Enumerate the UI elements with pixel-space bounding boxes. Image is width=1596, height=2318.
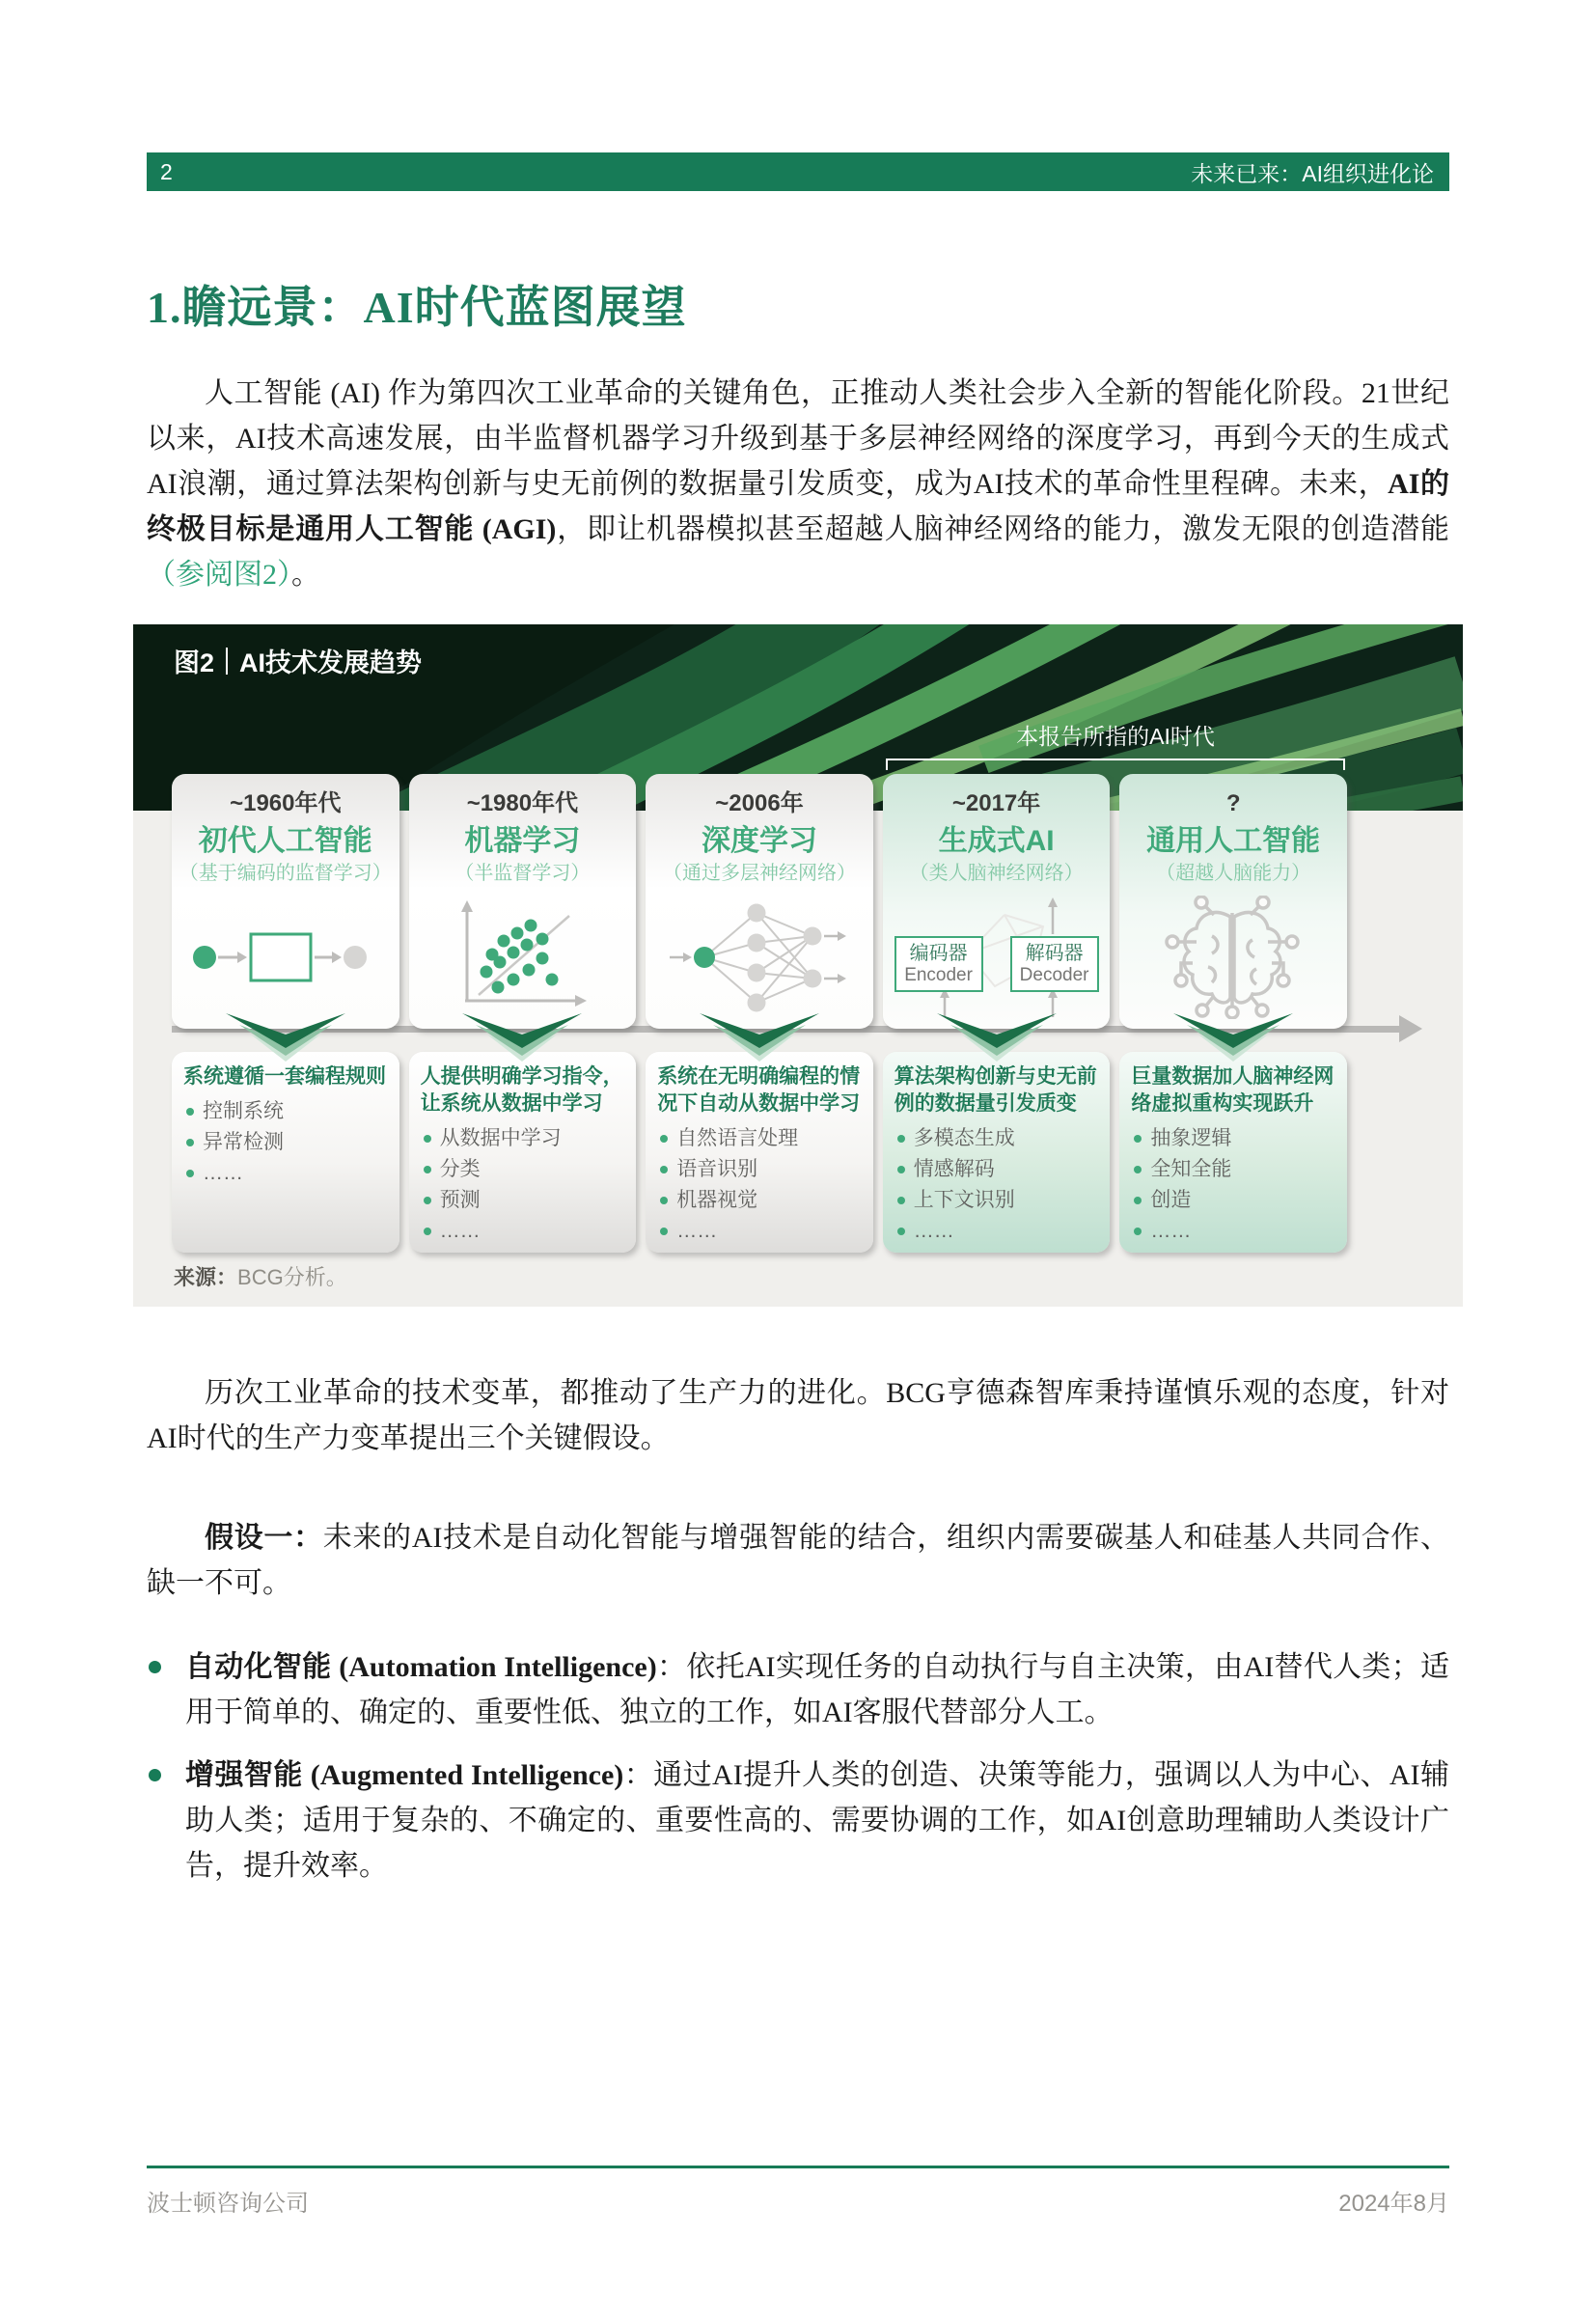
era-card-1980s-name: 机器学习 bbox=[464, 825, 581, 857]
ai-era-bracket bbox=[886, 759, 1345, 770]
era-card-agi-subtitle: （超越人脑能力） bbox=[1156, 863, 1311, 884]
era-card-1960s-name: 初代人工智能 bbox=[198, 825, 372, 857]
intro-text-1: 人工智能 (AI) 作为第四次工业革命的关键角色，正推动人类社会步入全新的智能化阶段。21世纪以来，AI技术高速发展，由半监督机器学习升级到基于多层神经网络的深度学习，再到今天的生成式AI浪潮，通过算法架构创新与史无前例的数据量引发质变，成为AI技术的革命性里程碑。未来， bbox=[147, 377, 1449, 500]
era-card-2017-name: 生成式AI bbox=[938, 825, 1055, 857]
era-card-2017-subtitle: （类人脑神经网络） bbox=[909, 863, 1084, 884]
scatter-plot-icon bbox=[450, 898, 594, 1016]
encoder-decoder-icon bbox=[891, 896, 1103, 1019]
era-card-2006 bbox=[646, 774, 873, 1253]
era-card-agi-top bbox=[1119, 774, 1347, 1029]
neural-network-icon bbox=[668, 899, 851, 1015]
intro-text-3: 。 bbox=[291, 559, 320, 591]
list-item: 创造 bbox=[1131, 1185, 1335, 1216]
augmented-intelligence-term: 增强智能 (Augmented Intelligence) bbox=[185, 1759, 624, 1791]
industrial-revolution-paragraph bbox=[147, 1370, 1449, 1461]
list-item: 情感解码 bbox=[894, 1154, 1099, 1185]
list-item: …… bbox=[1131, 1216, 1335, 1247]
encoder-label-en: Encoder bbox=[904, 965, 973, 985]
era-card-2017-description bbox=[883, 1052, 1111, 1253]
list-item: …… bbox=[894, 1216, 1099, 1247]
encoder-box bbox=[894, 936, 983, 992]
decoder-label-en: Decoder bbox=[1019, 965, 1089, 985]
era-card-2017-desc-title: 算法架构创新与史无前例的数据量引发质变 bbox=[894, 1065, 1097, 1115]
list-item: 控制系统 bbox=[183, 1096, 388, 1127]
hypothesis-one-paragraph bbox=[147, 1515, 1449, 1606]
era-card-2017-top bbox=[883, 774, 1111, 1029]
list-item: 多模态生成 bbox=[894, 1123, 1099, 1154]
automation-intelligence-text: ：依托AI实现任务的自动执行与自主决策，由AI替代人类；适用于简单的、确定的、重要性低、独立的工作，如AI客服代替部分人工。 bbox=[185, 1651, 1450, 1728]
decoder-box bbox=[1010, 936, 1099, 992]
page-header-bar bbox=[147, 152, 1449, 191]
list-item: …… bbox=[183, 1158, 388, 1189]
list-item: 预测 bbox=[421, 1185, 625, 1216]
era-cards-row bbox=[172, 774, 1347, 1253]
intro-bold-agi: AI的终极目标是通用人工智能 (AGI) bbox=[147, 468, 1450, 545]
era-card-agi-name: 通用人工智能 bbox=[1146, 825, 1321, 857]
figure2-reference-link[interactable]: （参阅图2） bbox=[147, 559, 291, 591]
list-item: 全知全能 bbox=[1131, 1154, 1335, 1185]
era-card-1960s-subtitle: （基于编码的监督学习） bbox=[179, 863, 392, 884]
page-number: 2 bbox=[160, 158, 173, 184]
era-card-1980s-subtitle: （半监督学习） bbox=[454, 863, 591, 884]
report-title: 未来已来：AI组织进化论 bbox=[1191, 160, 1434, 186]
chevron-down-icon bbox=[883, 1029, 1111, 1052]
footer-company: 波士顿咨询公司 bbox=[147, 2191, 309, 2217]
era-card-agi bbox=[1119, 774, 1347, 1253]
figure2-caption bbox=[174, 642, 422, 679]
augmented-intelligence-text: ：通过AI提升人类的创造、决策等能力，强调以人为中心、AI辅助人类；适用于复杂的、不确定的、重要性高的、需要协调的工作，如AI创意助理辅助人类设计广告，提升效率。 bbox=[185, 1759, 1449, 1882]
ai-era-annotation bbox=[886, 719, 1345, 770]
decoder-label-cn: 解码器 bbox=[1025, 943, 1084, 964]
list-item: 分类 bbox=[421, 1154, 625, 1185]
list-item: 机器视觉 bbox=[657, 1185, 862, 1216]
era-card-agi-year: ? bbox=[1225, 790, 1241, 816]
era-card-1980s bbox=[409, 774, 637, 1253]
figure2-ai-tech-trends bbox=[133, 624, 1463, 1307]
encoder-label-cn: 编码器 bbox=[909, 943, 968, 964]
automation-intelligence-term: 自动化智能 (Automation Intelligence) bbox=[185, 1651, 657, 1683]
automation-intelligence-item bbox=[147, 1644, 1449, 1735]
footer-date: 2024年8月 bbox=[1338, 2191, 1449, 2217]
list-item: 自然语言处理 bbox=[657, 1123, 862, 1154]
list-item: 从数据中学习 bbox=[421, 1123, 625, 1154]
list-item: 抽象逻辑 bbox=[1131, 1123, 1335, 1154]
era-card-2017-year: ~2017年 bbox=[951, 790, 1041, 816]
intro-paragraph bbox=[147, 371, 1449, 597]
era-card-2006-description bbox=[646, 1052, 873, 1253]
era-card-1960s-year: ~1960年代 bbox=[230, 790, 342, 816]
intelligence-types-list bbox=[147, 1644, 1449, 1889]
era-card-2017 bbox=[883, 774, 1111, 1253]
page-footer bbox=[147, 2166, 1449, 2218]
era-card-1980s-desc-title: 人提供明确学习指令，让系统从数据中学习 bbox=[420, 1065, 623, 1115]
brain-circuit-icon bbox=[1158, 896, 1308, 1019]
figure2-caption-divider bbox=[226, 648, 228, 675]
ai-era-annotation-text: 本报告所指的AI时代 bbox=[1016, 724, 1215, 749]
p2-text: 历次工业革命的技术变革，都推动了生产力的进化。BCG亨德森智库秉持谨慎乐观的态度，针对AI时代的生产力变革提出三个关键假设。 bbox=[147, 1377, 1449, 1454]
era-card-agi-desc-title: 巨量数据加人脑神经网络虚拟重构实现跃升 bbox=[1131, 1065, 1335, 1115]
chevron-down-icon bbox=[646, 1029, 873, 1052]
section-title: 1.瞻远景：AI时代蓝图展望 bbox=[147, 283, 687, 332]
figure2-title-text: AI技术发展趋势 bbox=[239, 648, 423, 677]
hypothesis-one-label: 假设一： bbox=[205, 1522, 323, 1554]
era-card-1960s-top bbox=[172, 774, 399, 1029]
list-item: 上下文识别 bbox=[894, 1185, 1099, 1216]
list-item: 语音识别 bbox=[657, 1154, 862, 1185]
era-card-2006-top bbox=[646, 774, 873, 1029]
era-card-2006-subtitle: （通过多层神经网络） bbox=[662, 863, 856, 884]
chevron-down-icon bbox=[172, 1029, 399, 1052]
figure-source-note bbox=[174, 1261, 347, 1291]
hypothesis-one-text: 未来的AI技术是自动化智能与增强智能的结合，组织内需要碳基人和硅基人共同合作、缺一不可。 bbox=[147, 1522, 1449, 1599]
source-text: BCG分析。 bbox=[237, 1265, 347, 1289]
era-card-1980s-top bbox=[409, 774, 637, 1029]
era-card-2006-desc-title: 系统在无明确编程的情况下自动从数据中学习 bbox=[657, 1065, 861, 1115]
era-card-1980s-year: ~1980年代 bbox=[466, 790, 579, 816]
era-card-1960s-desc-title: 系统遵循一套编程规则 bbox=[183, 1065, 386, 1088]
augmented-intelligence-item bbox=[147, 1752, 1449, 1889]
figure2-label: 图2 bbox=[174, 648, 215, 677]
source-label: 来源： bbox=[174, 1265, 238, 1289]
chevron-down-icon bbox=[1119, 1029, 1347, 1052]
intro-text-2: ，即让机器模拟甚至超越人脑神经网络的能力，激发无限的创造潜能 bbox=[556, 513, 1450, 545]
rule-based-flow-icon bbox=[189, 922, 382, 993]
era-card-1960s-description bbox=[172, 1052, 399, 1253]
era-card-2006-name: 深度学习 bbox=[701, 825, 817, 857]
era-card-agi-description bbox=[1119, 1052, 1347, 1253]
list-item: …… bbox=[421, 1216, 625, 1247]
chevron-down-icon bbox=[409, 1029, 637, 1052]
era-card-2006-year: ~2006年 bbox=[715, 790, 804, 816]
list-item: 异常检测 bbox=[183, 1127, 388, 1158]
era-card-1980s-description bbox=[409, 1052, 637, 1253]
list-item: …… bbox=[657, 1216, 862, 1247]
era-card-1960s bbox=[172, 774, 399, 1253]
